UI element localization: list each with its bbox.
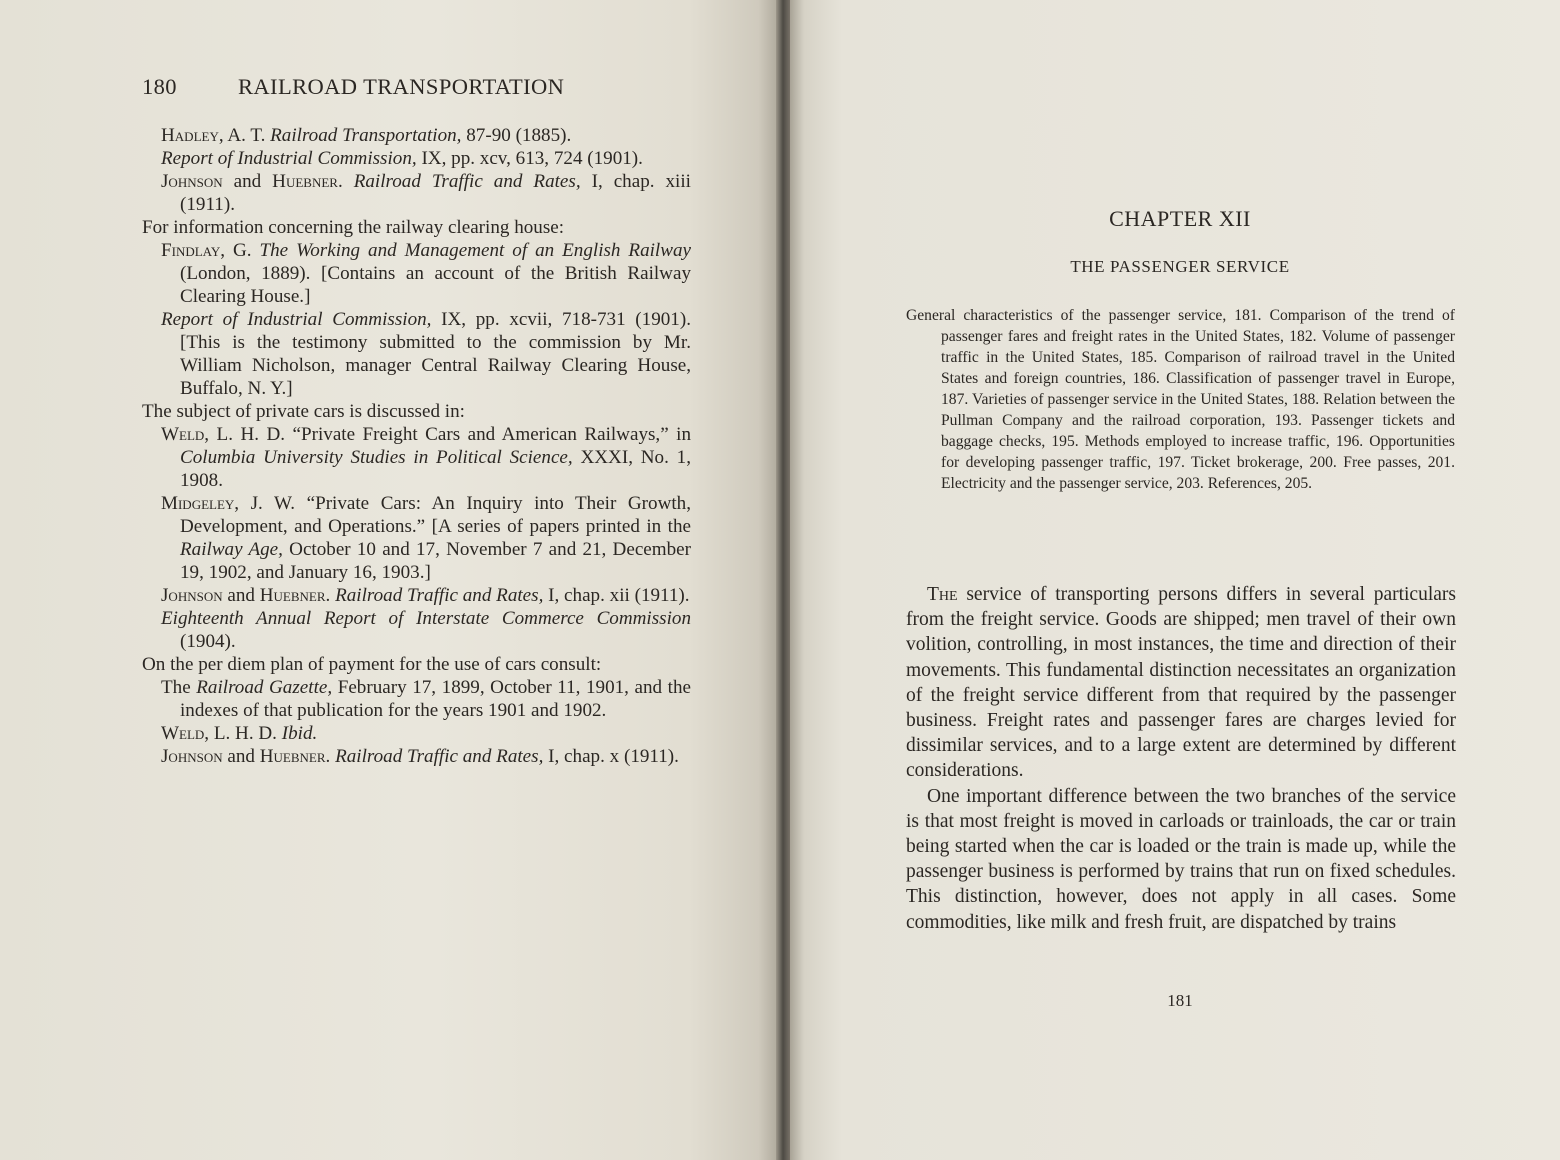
reference-detail: IX, pp. xcvii, 718-731 (1901). [This is the testimony submitted to the commission by Mr. William Nicholson, manager Central Railway Clearing House, Buffalo, N. Y.] <box>180 309 691 399</box>
reference-title: Railroad Traffic and Rates, <box>335 585 544 606</box>
reference-detail: October 10 and 17, November 7 and 21, December 19, 1902, and January 16, 1903.] <box>180 539 691 583</box>
paragraph-text: service of transporting persons differs in several particulars from the freight service. Goods are shipped; men travel of their own volition, controlling, in most instances, the time and direction of their movements. This fundamental distinction necessitates an organization of the freight service different from that required by the passenger business. Freight rates and passenger fares are charges levied for dissimilar services, and to a large extent are determined by different considerations. <box>906 584 1456 782</box>
chapter-title: CHAPTER XII <box>1109 206 1251 231</box>
paragraph-lead-word: The <box>927 584 958 605</box>
reference-detail: (London, 1889). [Contains an account of the British Railway Clearing House.] <box>180 263 691 307</box>
reference-title: Railroad Transportation, <box>270 125 462 146</box>
reference-heading: On the per diem plan of payment for the use of cars consult: <box>142 654 602 675</box>
chapter-body <box>906 582 1456 935</box>
reference-heading: The subject of private cars is discussed in: <box>142 401 465 422</box>
body-paragraph: One important difference between the two branches of the service is that most freight is moved in carloads or trainloads, the car or train being started when the car is loaded or the train is made up, while the passenger business is performed by trains that run on fixed schedules. This distinction, however, does not apply in all cases. Some commodities, like milk and fresh fruit, are dispatched by trains <box>906 785 1456 933</box>
references-list <box>142 124 691 768</box>
reference-entry <box>142 308 691 400</box>
reference-title: Railroad Gazette, <box>196 677 333 698</box>
reference-title: The Working and Management of an English Railway <box>259 240 691 261</box>
reference-author: Johnson <box>161 171 223 192</box>
chapter-subtitle: THE PASSENGER SERVICE <box>1070 257 1290 276</box>
reference-entry <box>142 492 691 584</box>
reference-detail: I, chap. x (1911). <box>548 746 679 767</box>
reference-title: Ibid. <box>281 723 318 744</box>
reference-entry <box>142 584 691 607</box>
reference-title: Railway Age, <box>180 539 283 560</box>
body-paragraph <box>906 582 1456 784</box>
right-page <box>782 0 1560 1160</box>
reference-title: Columbia University Studies in Political Science, <box>180 447 573 468</box>
reference-entry <box>142 423 691 492</box>
reference-title: Railroad Traffic and Rates, <box>353 171 581 192</box>
running-head-title: RAILROAD TRANSPORTATION <box>238 74 565 99</box>
reference-detail: February 17, 1899, October 11, 1901, and the indexes of that publication for the years 1901 and 1902. <box>180 677 691 721</box>
reference-author: Johnson <box>161 746 223 767</box>
reference-entry <box>142 147 691 170</box>
left-page-number: 180 <box>142 74 177 99</box>
reference-detail: XXXI, No. 1, 1908. <box>180 447 691 491</box>
reference-entry <box>142 607 691 653</box>
reference-article: “Private Freight Cars and American Railways,” in <box>292 424 691 445</box>
reference-conjunction: and <box>227 746 255 767</box>
reference-conjunction: and <box>233 171 262 192</box>
reference-title: Report of Industrial Commission, <box>161 309 432 330</box>
reference-author: Johnson <box>161 585 223 606</box>
running-header <box>142 74 702 100</box>
reference-detail: IX, pp. xcv, 613, 724 (1901). <box>421 148 643 169</box>
reference-detail: I, chap. xii (1911). <box>548 585 690 606</box>
reference-title: Report of Industrial Commission, <box>161 148 417 169</box>
reference-conjunction: and <box>227 585 255 606</box>
reference-author: Findlay, G. <box>161 240 252 261</box>
reference-detail: I, chap. xiii (1911). <box>180 171 691 215</box>
reference-entry <box>142 722 691 745</box>
reference-author: Huebner. <box>259 746 331 767</box>
reference-author: Weld, L. H. D. <box>161 424 286 445</box>
right-page-number: 181 <box>1167 991 1193 1010</box>
reference-heading: For information concerning the railway clearing house: <box>142 217 565 238</box>
reference-title: Eighteenth Annual Report of Interstate Commerce Commission <box>161 608 691 629</box>
reference-author: Hadley, A. T. <box>161 125 266 146</box>
reference-author: Midgeley, J. W. <box>161 493 296 514</box>
reference-entry <box>142 676 691 722</box>
reference-entry <box>142 124 691 147</box>
reference-author: Huebner. <box>272 171 343 192</box>
reference-detail: 87-90 (1885). <box>466 125 572 146</box>
reference-author: Huebner. <box>259 585 331 606</box>
reference-entry <box>142 239 691 308</box>
reference-article: “Private Cars: An Inquiry into Their Growth, Development, and Operations.” [A series of papers printed in the <box>180 493 691 537</box>
reference-title: Railroad Traffic and Rates, <box>335 746 544 767</box>
reference-entry <box>142 745 691 768</box>
reference-detail: (1904). <box>180 631 236 652</box>
reference-article: The <box>161 677 191 698</box>
book-gutter <box>776 0 790 1160</box>
reference-author: Weld, L. H. D. <box>161 723 277 744</box>
reference-entry <box>142 170 691 216</box>
chapter-summary: General characteristics of the passenger service, 181. Comparison of the trend of passenger fares and freight rates in the United States, 182. Volume of passenger traffic in the United States, 185. Comparison of railroad travel in the United States and foreign countries, 186. Classification of passenger travel in Europe, 187. Varieties of passenger service in the United States, 188. Relation between the Pullman Company and the railroad corporation, 193. Passenger tickets and baggage checks, 195. Methods employed to increase traffic, 196. Opportunities for developing passenger traffic, 197. Ticket brokerage, 200. Free passes, 201. Electricity and the passenger service, 203. References, 205. <box>906 307 1455 492</box>
